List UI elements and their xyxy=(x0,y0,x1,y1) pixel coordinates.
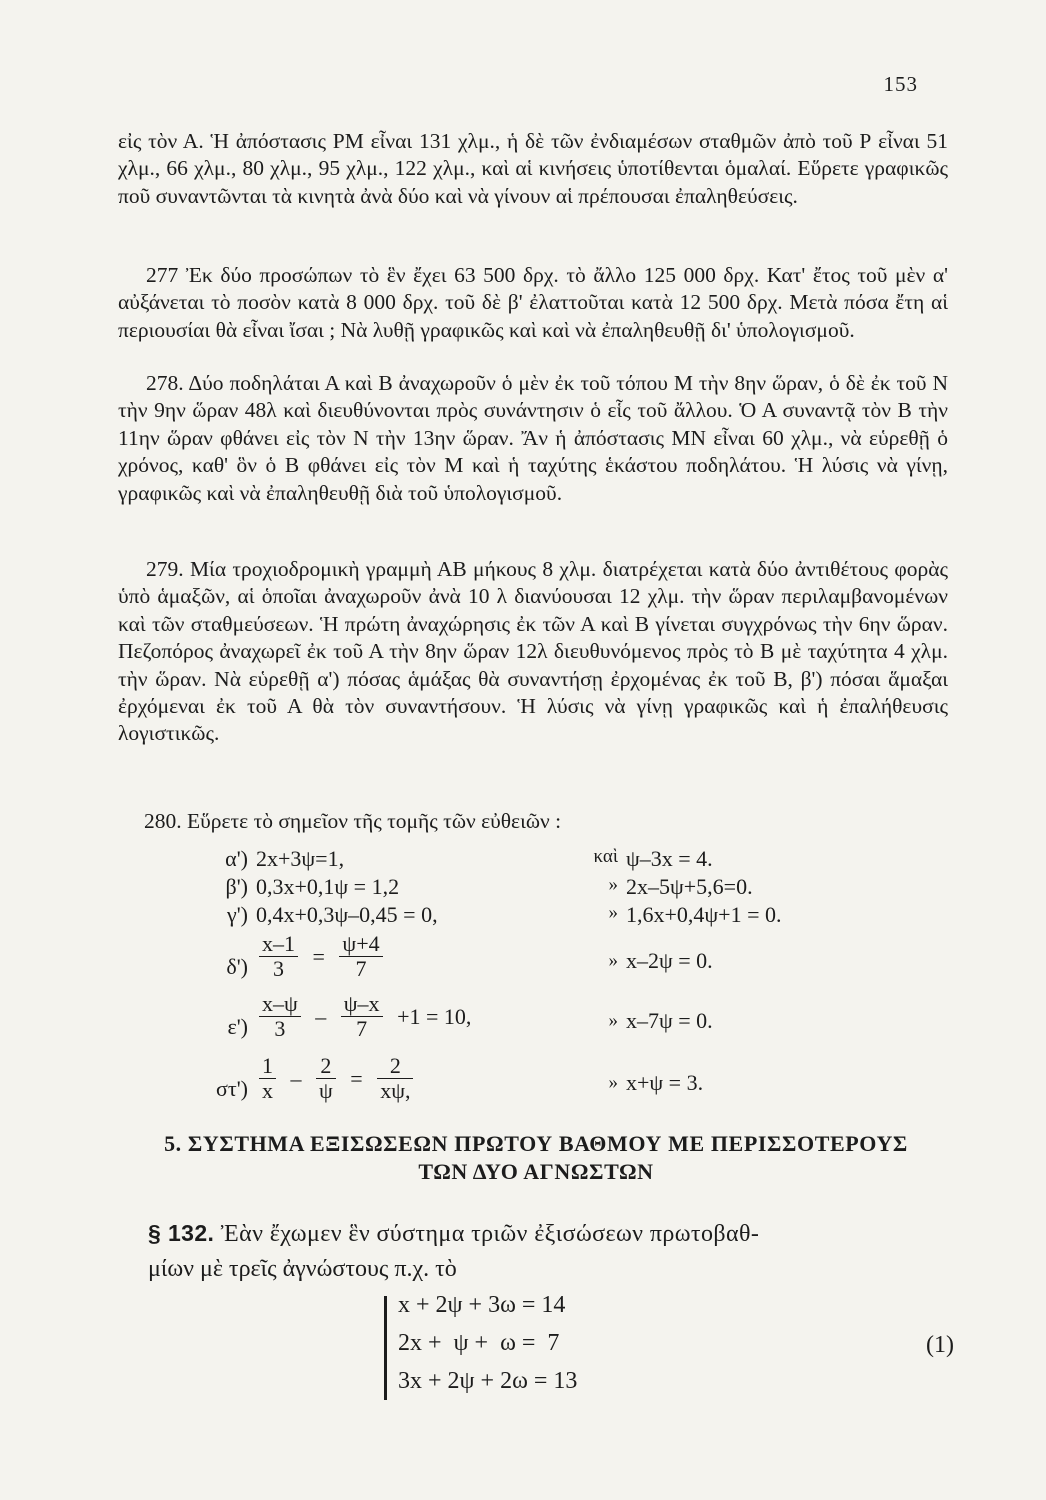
equation-row-a xyxy=(200,846,760,876)
paragraph-intro: εἰς τὸν Α. Ἡ ἀπόστασις ΡΜ εἶναι 131 χλμ., ἡ δὲ τῶν ἐνδιαμέσων σταθμῶν ἀπὸ τοῦ Ρ εἶναι 51 χλμ., 66 χλμ., 80 χλμ., 95 χλμ., 122 χλμ., καὶ αἱ κινήσεις ὑποτίθενται ὁμαλαί. Εὕρετε γραφικῶς ποῦ συναντῶνται τὰ κινητὰ ἀνὰ δύο καὶ νὰ γίνουν αἱ πρέπουσαι ἐπαληθεύσεις. xyxy=(118,129,948,208)
denominator: 3 xyxy=(259,956,298,981)
section-heading-line-1: 5. ΣΥΣΤΗΜΑ ΕΞΙΣΩΣΕΩΝ ΠΡΩΤΟΥ ΒΑΘΜΟΥ ΜΕ ΠΕΡΙΣΣΟΤΕΡΟΥΣ xyxy=(164,1131,908,1156)
equation-label: γ') xyxy=(226,902,248,927)
equation-system xyxy=(384,1292,954,1404)
exercise-279: 279. Μία τροχιοδρομικὴ γραμμὴ ΑΒ μήκους 8 χλμ. διατρέχεται κατὰ δύο ἀντιθέτους φορὰς ὑπὸ ἁμαξῶν, αἱ ὁποῖαι ἀναχωροῦν ἀνὰ 10 λ διανύουσαι 12 χλμ. τὴν ὥραν περιλαμβανομένων καὶ τῶν σταθμεύσεων. Ἡ πρώτη ἀναχώρησις ἐκ τῶν Α καὶ Β γίνεται συγχρόνως τὴν 6ην ὥραν. Πεζοπόρος ἀναχωρεῖ ἐκ τοῦ Α τὴν 8ην ὥραν 12λ διευθυνόμενος πρὸς τὸ Β μὲ ταχύτητα 4 χλμ. τὴν ὥραν. Νὰ εὑρεθῇ α') πόσας ἁμάξας θὰ συναντήσῃ ἐρχομένας ἐκ τοῦ Β, β') πόσαι ἅμαξαι ἐρχόμεναι ἐκ τοῦ Α θὰ τὸν συναντήσουν. Ἡ λύσις νὰ γίνῃ γραφικῶς καὶ ἡ ἐπαλήθευσις λογιστικῶς. xyxy=(118,557,948,746)
equation-row-c xyxy=(200,902,782,932)
equation-left xyxy=(256,932,386,981)
equation-row-b xyxy=(200,874,760,904)
numerator: ψ+4 xyxy=(342,931,380,956)
numerator: x–1 xyxy=(262,931,295,956)
equation-conjunction: » xyxy=(608,1072,618,1093)
section-text: Ἐὰν ἔχωμεν ἓν σύστημα τριῶν ἐξισώσεων πρωτοβαθ- xyxy=(220,1221,760,1247)
section-heading-line-2: ΤΩΝ ΔΥΟ ΑΓΝΩΣΤΩΝ xyxy=(418,1159,654,1184)
denominator: xψ, xyxy=(377,1078,413,1103)
denominator: 3 xyxy=(259,1016,301,1041)
equation-left: 2x+3ψ=1, xyxy=(256,846,345,871)
minus-sign: – xyxy=(290,1065,302,1091)
fraction xyxy=(259,992,301,1041)
denominator: x xyxy=(259,1078,276,1103)
fraction xyxy=(259,1054,276,1103)
equation-right: ψ–3x = 4. xyxy=(626,846,713,871)
numerator: x–ψ xyxy=(262,991,298,1016)
equation-conjunction: » xyxy=(608,1010,618,1031)
minus-sign: – xyxy=(315,1003,327,1029)
equation-conjunction: » xyxy=(608,950,618,971)
system-brace xyxy=(384,1296,387,1400)
equation-right: 2x–5ψ+5,6=0. xyxy=(626,874,753,899)
equation-conjunction: » xyxy=(608,902,618,923)
denominator: 7 xyxy=(339,956,382,981)
fraction xyxy=(316,1054,336,1103)
section-132-paragraph xyxy=(148,1216,948,1251)
fraction xyxy=(259,932,298,981)
fraction xyxy=(341,992,383,1041)
numerator: ψ–x xyxy=(343,991,380,1016)
equation-label: ε') xyxy=(227,1014,248,1039)
system-equation-2: 2x + ψ + ω = 7 xyxy=(398,1330,560,1356)
section-mark: § 132. xyxy=(148,1220,215,1246)
equation-row-f xyxy=(200,1053,760,1103)
equation-left: 0,3x+0,1ψ = 1,2 xyxy=(256,874,400,899)
fraction xyxy=(377,1054,413,1103)
page-number: 153 xyxy=(883,72,918,96)
equals-sign: = xyxy=(312,943,325,969)
system-equation-3: 3x + 2ψ + 2ω = 13 xyxy=(398,1368,578,1394)
equation-conjunction: καὶ xyxy=(593,846,618,867)
numerator: 2 xyxy=(389,1053,401,1078)
equation-label: στ') xyxy=(216,1076,248,1101)
equation-label: β') xyxy=(225,874,248,899)
equation-right: 1,6x+0,4ψ+1 = 0. xyxy=(626,902,782,927)
numerator: 2 xyxy=(320,1053,332,1078)
equation-left: 0,4x+0,3ψ–0,45 = 0, xyxy=(256,902,438,927)
equation-label: δ') xyxy=(226,954,248,979)
exercise-280-prompt: 280. Εὕρετε τὸ σημεῖον τῆς τομῆς τῶν εὐθειῶν : xyxy=(144,809,562,833)
equation-left xyxy=(256,1054,416,1103)
section-132-continuation: μίων μὲ τρεῖς ἀγνώστους π.χ. τὸ xyxy=(148,1256,457,1282)
equation-conjunction: » xyxy=(608,874,618,895)
equation-right: x+ψ = 3. xyxy=(626,1070,704,1095)
exercise-277: 277 Ἐκ δύο προσώπων τὸ ἓν ἔχει 63 500 δρχ. τὸ ἄλλο 125 000 δρχ. Κατ' ἔτος τοῦ μὲν α' αὐξάνεται τὸ ποσὸν κατὰ 8 000 δρχ. τοῦ δὲ β' ἐλαττοῦται κατὰ 12 500 δρχ. Μετὰ πόσα ἔτη αἱ περιουσίαι θὰ εἶναι ἴσαι ; Νὰ λυθῇ γραφικῶς καὶ καὶ νὰ ἐπαληθευθῇ δι' ὑπολογισμοῦ. xyxy=(118,263,948,342)
equation-tag: (1) xyxy=(926,1332,954,1358)
equation-right: x–2ψ = 0. xyxy=(626,948,713,973)
denominator: ψ xyxy=(316,1078,336,1103)
equation-tail: +1 = 10, xyxy=(397,1003,472,1029)
equation-left xyxy=(256,992,477,1041)
section-heading xyxy=(116,1130,956,1186)
equals-sign: = xyxy=(350,1065,363,1091)
equation-right: x–7ψ = 0. xyxy=(626,1008,713,1033)
numerator: 1 xyxy=(262,1053,273,1078)
system-equation-1: x + 2ψ + 3ω = 14 xyxy=(398,1292,566,1318)
fraction xyxy=(339,932,382,981)
equation-label: α') xyxy=(225,846,248,871)
exercise-278: 278. Δύο ποδηλάται Α καὶ Β ἀναχωροῦν ὁ μὲν ἐκ τοῦ τόπου Μ τὴν 8ην ὥραν, ὁ δὲ ἐκ τοῦ Ν τὴν 9ην ὥραν 48λ καὶ διευθύνονται πρὸς συνάντησιν ὁ εἷς τοῦ ἄλλου. Ὁ Α συναντᾷ τὸν Β τὴν 11ην ὥραν φθάνει εἰς τὸν Ν τὴν 13ην ὥραν. Ἄν ἡ ἀπόστασις ΜΝ εἶναι 60 χλμ., νὰ εὑρεθῇ ὁ χρόνος, καθ' ὃν ὁ Β φθάνει εἰς τὸν Μ καὶ ἡ ταχύτης ἑκάστου ποδηλάτου. Ἡ λύσις νὰ γίνῃ, γραφικῶς καὶ νὰ ἐπαληθευθῇ διὰ τοῦ ὑπολογισμοῦ. xyxy=(118,371,948,505)
denominator: 7 xyxy=(341,1016,383,1041)
